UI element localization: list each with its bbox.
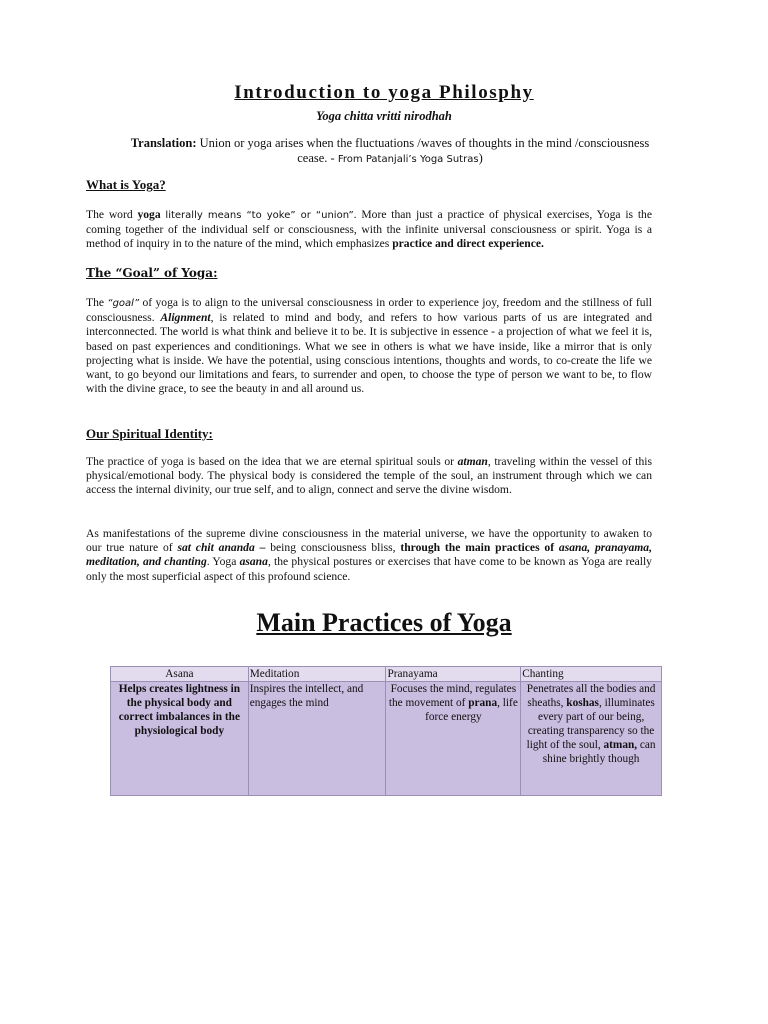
text-run-bold-italic: atman <box>457 455 488 468</box>
identity-paragraph-1 <box>86 455 652 498</box>
header-chanting: Chanting <box>521 667 662 682</box>
text-run: The <box>86 296 108 309</box>
header-pranayama: Pranayama <box>386 667 521 682</box>
text-run-bold: – <box>254 541 271 555</box>
table-row <box>111 682 662 796</box>
text-run: . <box>206 555 210 569</box>
translation-body: Union or yoga arises when the fluctuations /waves of thoughts in the mind /consciousness cease. - <box>196 136 650 165</box>
cell-chanting <box>521 682 662 796</box>
text-run-italic: “goal” <box>107 298 140 309</box>
page-subtitle: Yoga chitta vritti nirodhah <box>316 109 452 123</box>
goal-paragraph <box>86 296 652 396</box>
translation-end: ) <box>478 151 483 165</box>
text-run-bold: prana <box>468 697 498 709</box>
header-asana: Asana <box>111 667 249 682</box>
text-run-bold: atman, <box>603 739 638 751</box>
practices-table <box>110 666 662 796</box>
text-run: , the physical postures or exercises that have come to be known as Yoga are really only the most superficial aspect of this profound science. <box>86 555 652 583</box>
table-header-row <box>111 667 662 682</box>
text-run: The practice of yoga is based on the idea that we are eternal spiritual souls or <box>86 455 458 468</box>
text-run-bold: through the main practices of <box>400 541 559 555</box>
text-run-bold-italic: asana, pranayama, meditation, and chanting <box>86 541 652 569</box>
cell-meditation: Inspires the intellect, and engages the mind <box>248 682 386 796</box>
translation-source: From Patanjali’s Yoga Sutras <box>337 154 479 165</box>
text-run: being consciousness bliss, <box>270 541 401 555</box>
text-run: The word <box>86 208 138 221</box>
cell-asana: Helps creates lightness in the physical body and correct imbalances in the physiological body <box>111 682 249 796</box>
main-practices-title: Main Practices of Yoga <box>256 608 512 637</box>
text-run: Yoga <box>209 555 240 569</box>
text-run-bold-italic: sat chit ananda <box>177 541 255 555</box>
text-run-bold: yoga <box>137 208 161 221</box>
text-run-sans: literally means “to yoke” or “union” <box>165 210 354 221</box>
what-is-yoga-paragraph <box>86 208 652 252</box>
text-run-bold-italic: Alignment <box>160 311 211 325</box>
text-run-bold: koshas <box>566 697 599 709</box>
text-run-bold: practice and direct experience. <box>392 237 544 251</box>
header-meditation: Meditation <box>248 667 386 682</box>
text-run: , life force energy <box>425 697 518 723</box>
text-run: Penetrates all the bodies and sheaths, <box>526 683 656 709</box>
text-run: of yoga is to align to the universal consciousness in order to experience joy, freedom and the stillness of full consciousness. <box>86 296 652 325</box>
text-run: , traveling within the vessel of this physical/emotional body. The physical body is considered the temple of the soul, an instrument through which we can access the internal divinity, our true self, and to align, connect and serve the divine wisdom. <box>86 455 652 497</box>
page-title: Introduction to yoga Philosphy <box>234 82 534 103</box>
identity-heading: Our Spiritual Identity: <box>86 426 213 441</box>
text-run: , is related to mind and body, and refers to how various parts of us are integrated and interconnected. The world is what think and believe it to be. It is subjective in essence - a projection of what we feel it is, based on past experiences and conditionings. What we see in others is what we have inside, like a mirror that is only projecting what is inside. We have the potential, using conscious intentions, thoughts and words, to co-create the life we want, to go beyond our limitations and fears, to surrender and open, to choose the type of person we want to be, to flow with the divine grace, to see the beauty in and all around us. <box>86 311 652 396</box>
cell-pranayama <box>386 682 521 796</box>
text-run: , illuminates every part of our being, creating transparency so the light of the soul, <box>526 697 655 751</box>
identity-paragraph-2 <box>86 527 652 584</box>
what-is-yoga-heading: What is Yoga? <box>86 177 166 192</box>
text-run: . More than just a practice of physical exercises, Yoga is the coming together of the individual self or consciousness, with the infinite universal consciousness or spirit. Yoga is a method of inquiry in to the nature of the mind, which emphasizes <box>86 208 652 251</box>
text-run: As manifestations of the supreme divine consciousness in the material universe, we have the opportunity to awaken to our true nature of <box>86 527 652 555</box>
translation-text <box>130 136 650 167</box>
text-run: can shine brightly though <box>542 739 656 765</box>
text-run-bold-italic: asana <box>239 555 268 569</box>
text-run: Focuses the mind, regulates the movement of <box>388 683 517 709</box>
translation-label: Translation: <box>130 136 197 150</box>
goal-heading: The “Goal” of Yoga: <box>86 266 218 280</box>
